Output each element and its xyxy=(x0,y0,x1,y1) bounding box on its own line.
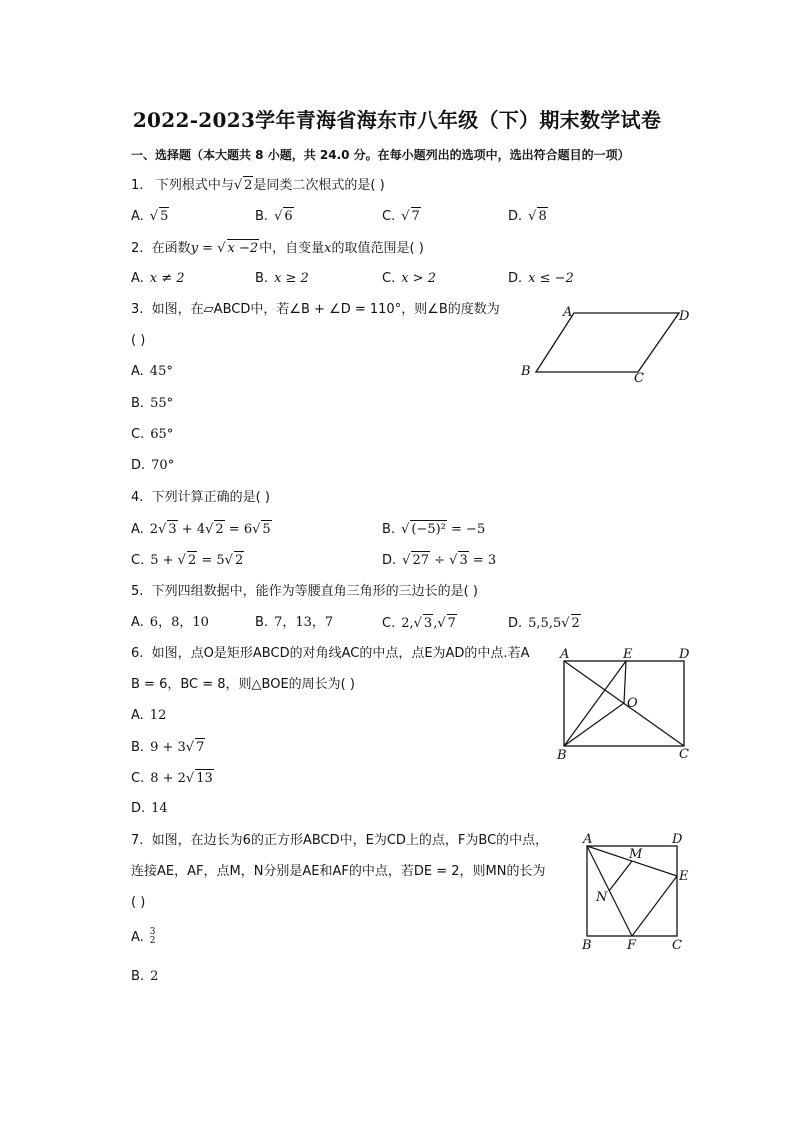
label-b: B xyxy=(557,748,567,763)
option-d[interactable]: D. 14 xyxy=(131,801,168,816)
square-figure xyxy=(578,830,698,955)
label-m: M xyxy=(629,847,643,862)
page-title: 2022-2023学年青海省海东市八年级（下）期末数学试卷 xyxy=(132,108,662,132)
label-d: D xyxy=(679,309,690,324)
question-number: 1. xyxy=(131,178,144,193)
segment-ef xyxy=(632,876,677,936)
segment-eo xyxy=(624,661,626,703)
option-c[interactable]: C. 8 + 2√ 13 xyxy=(131,771,213,786)
label-c: C xyxy=(672,938,682,953)
option-c[interactable]: C. x > 2 xyxy=(382,271,436,286)
question-text: 下列根式中与 xyxy=(155,178,234,193)
label-e: E xyxy=(679,869,689,884)
parallelogram-figure xyxy=(515,300,700,390)
question-3: 3. 如图，在▱ABCD中，若∠B + ∠D = 110°，则∠B的度数为 xyxy=(131,302,500,317)
question-1: 1. 下列根式中与√ 2是同类二次根式的是( ) xyxy=(131,178,385,193)
label-b: B xyxy=(582,938,592,953)
label-o: O xyxy=(627,696,638,711)
question-6-cont: B = 6，BC = 8，则△BOE的周长为( ) xyxy=(131,677,355,692)
label-c: C xyxy=(634,371,644,386)
option-b[interactable]: B. x ≥ 2 xyxy=(255,271,309,286)
fraction: 3 2 xyxy=(149,927,156,946)
option-c[interactable]: C. 2,√ 3,√ 7 xyxy=(382,616,456,631)
answer-paren: ( ) xyxy=(131,333,146,348)
question-4: 4. 下列计算正确的是( ) xyxy=(131,490,270,505)
option-a[interactable]: A. 45° xyxy=(131,364,173,379)
label-c: C xyxy=(679,747,689,762)
option-d[interactable]: D. x ≤ −2 xyxy=(508,271,574,286)
question-5: 5. 下列四组数据中，能作为等腰直角三角形的三边长的是( ) xyxy=(131,584,478,599)
label-b: B xyxy=(521,364,531,379)
question-7: 7. 如图，在边长为6的正方形ABCD中，E为CD上的点，F为BC的中点， xyxy=(131,833,549,848)
option-a[interactable]: A. 6，8，10 xyxy=(131,615,209,630)
radicand: x −2 xyxy=(227,241,259,256)
rectangle-figure xyxy=(555,645,705,765)
section-heading: 一、选择题（本大题共 8 小题，共 24.0 分。在每小题列出的选项中，选出符合题目的一项） xyxy=(131,148,630,162)
question-6: 6. 如图，点O是矩形ABCD的对角线AC的中点，点E为AD的中点.若A xyxy=(131,646,530,661)
option-a[interactable]: A. 3 2 xyxy=(131,927,156,946)
option-d[interactable]: D. 5,5,5√ 2 xyxy=(508,616,580,631)
option-d[interactable]: D. 70° xyxy=(131,458,175,473)
label-a: A xyxy=(560,647,570,662)
option-b[interactable]: B. 9 + 3√ 7 xyxy=(131,740,205,755)
segment-be xyxy=(564,661,626,746)
label-f: F xyxy=(627,938,637,953)
question-2: 2. 在函数y = √ x −2中，自变量x的取值范围是( ) xyxy=(131,241,424,256)
parallelogram-abcd xyxy=(536,313,679,372)
option-a[interactable]: A. x ≠ 2 xyxy=(131,271,185,286)
option-a[interactable]: A. √ 5 xyxy=(131,209,169,224)
segment-bo xyxy=(564,703,624,746)
question-text: 是同类二次根式的是( ) xyxy=(253,178,385,193)
option-c[interactable]: C. √ 7 xyxy=(382,209,420,224)
option-c[interactable]: C. 5 + √ 2 = 5√ 2 xyxy=(131,553,244,568)
option-a[interactable]: A. 2√ 3 + 4√ 2 = 6√ 5 xyxy=(131,522,271,537)
label-a: A xyxy=(563,305,573,320)
label-a: A xyxy=(583,832,593,847)
label-d: D xyxy=(672,832,683,847)
segment-mn xyxy=(609,861,632,891)
option-b[interactable]: B. √ 6 xyxy=(255,209,293,224)
option-b[interactable]: B. √ (−5)² = −5 xyxy=(382,522,486,537)
question-7-cont: 连接AE，AF，点M，N分别是AE和AF的中点，若DE = 2，则MN的长为 xyxy=(131,864,546,879)
option-d[interactable]: D. √ 8 xyxy=(508,209,547,224)
label-e: E xyxy=(623,647,633,662)
answer-paren: ( ) xyxy=(131,895,146,910)
option-b[interactable]: B. 7，13，7 xyxy=(255,615,334,630)
option-a[interactable]: A. 12 xyxy=(131,708,167,723)
option-d[interactable]: D. √ 27 ÷ √ 3 = 3 xyxy=(382,553,497,568)
option-b[interactable]: B. 2 xyxy=(131,969,159,984)
label-d: D xyxy=(679,647,690,662)
option-b[interactable]: B. 55° xyxy=(131,396,174,411)
option-c[interactable]: C. 65° xyxy=(131,427,174,442)
label-n: N xyxy=(596,890,608,905)
radicand: 2 xyxy=(244,178,253,193)
